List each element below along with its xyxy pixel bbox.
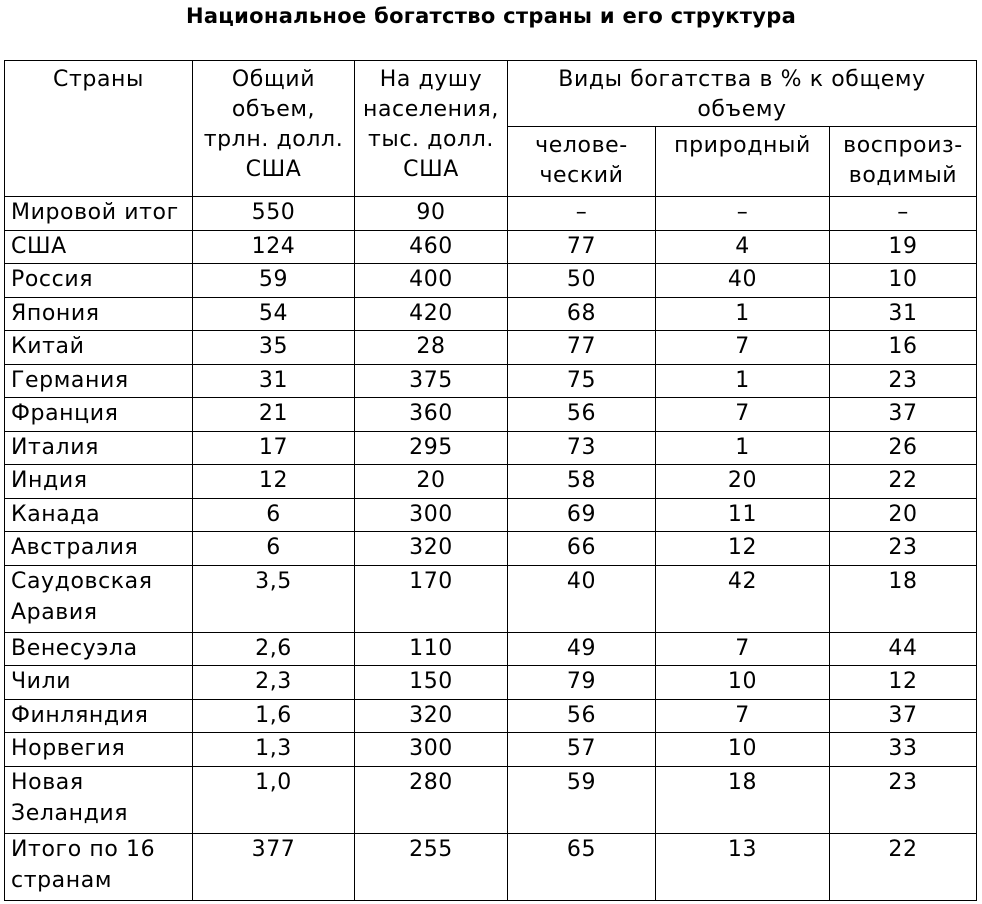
repro-cell: 20 — [830, 498, 977, 532]
country-name-cell: Новая Зеландия — [5, 766, 193, 833]
repro-cell: 10 — [830, 264, 977, 298]
header-countries: Страны — [5, 61, 193, 197]
natural-cell: 7 — [656, 331, 830, 365]
repro-cell: 16 — [830, 331, 977, 365]
total-cell: 124 — [193, 230, 355, 264]
repro-cell: 44 — [830, 632, 977, 666]
human-cell: 65 — [508, 833, 656, 900]
country-name-cell: Итого по 16 странам — [5, 833, 193, 900]
header-natural: природный — [656, 127, 830, 197]
percap-cell: 170 — [355, 565, 508, 632]
natural-cell: 7 — [656, 632, 830, 666]
total-cell: 12 — [193, 465, 355, 499]
table-row — [5, 565, 977, 632]
repro-cell: 18 — [830, 565, 977, 632]
table-row — [5, 733, 977, 767]
table-row — [5, 297, 977, 331]
total-cell: 31 — [193, 364, 355, 398]
repro-cell: 33 — [830, 733, 977, 767]
natural-cell: 20 — [656, 465, 830, 499]
repro-cell: 31 — [830, 297, 977, 331]
header-wealth-types: Виды богатства в % к общему объему — [508, 61, 977, 127]
table-row — [5, 398, 977, 432]
total-cell: 1,6 — [193, 699, 355, 733]
table-row — [5, 364, 977, 398]
table-title: Национальное богатство страны и его структура — [185, 4, 797, 28]
human-cell: – — [508, 197, 656, 231]
human-cell: 69 — [508, 498, 656, 532]
natural-cell: 1 — [656, 364, 830, 398]
country-name-cell: Австралия — [5, 532, 193, 566]
human-cell: 68 — [508, 297, 656, 331]
header-human: челове- ческий — [508, 127, 656, 197]
header-per-capita: На душу населения, тыс. долл. США — [355, 61, 508, 197]
percap-cell: 300 — [355, 733, 508, 767]
percap-cell: 360 — [355, 398, 508, 432]
table-row — [5, 632, 977, 666]
human-cell: 79 — [508, 666, 656, 700]
total-cell: 377 — [193, 833, 355, 900]
table-body — [5, 197, 977, 901]
human-cell: 73 — [508, 431, 656, 465]
human-cell: 56 — [508, 699, 656, 733]
percap-cell: 28 — [355, 331, 508, 365]
repro-cell: 37 — [830, 398, 977, 432]
percap-cell: 460 — [355, 230, 508, 264]
country-name-cell: США — [5, 230, 193, 264]
repro-cell: 22 — [830, 833, 977, 900]
repro-cell: 26 — [830, 431, 977, 465]
percap-cell: 400 — [355, 264, 508, 298]
total-cell: 17 — [193, 431, 355, 465]
human-cell: 77 — [508, 331, 656, 365]
repro-cell: 23 — [830, 364, 977, 398]
table-row — [5, 264, 977, 298]
percap-cell: 150 — [355, 666, 508, 700]
country-name-cell: Норвегия — [5, 733, 193, 767]
header-reproducible: воспроиз- водимый — [830, 127, 977, 197]
total-cell: 59 — [193, 264, 355, 298]
header-total-volume: Общий объем, трлн. долл. США — [193, 61, 355, 197]
country-name-cell: Саудовская Аравия — [5, 565, 193, 632]
country-name-cell: Китай — [5, 331, 193, 365]
country-name-cell: Канада — [5, 498, 193, 532]
repro-cell: 23 — [830, 532, 977, 566]
percap-cell: 320 — [355, 532, 508, 566]
natural-cell: – — [656, 197, 830, 231]
total-cell: 6 — [193, 532, 355, 566]
natural-cell: 4 — [656, 230, 830, 264]
table-row — [5, 465, 977, 499]
human-cell: 59 — [508, 766, 656, 833]
percap-cell: 320 — [355, 699, 508, 733]
natural-cell: 10 — [656, 733, 830, 767]
repro-cell: 22 — [830, 465, 977, 499]
table-row — [5, 431, 977, 465]
repro-cell: 19 — [830, 230, 977, 264]
country-name-cell: Франция — [5, 398, 193, 432]
percap-cell: 90 — [355, 197, 508, 231]
total-cell: 54 — [193, 297, 355, 331]
natural-cell: 7 — [656, 398, 830, 432]
natural-cell: 11 — [656, 498, 830, 532]
table-row — [5, 666, 977, 700]
natural-cell: 1 — [656, 431, 830, 465]
table-row — [5, 498, 977, 532]
total-cell: 1,0 — [193, 766, 355, 833]
table-row — [5, 331, 977, 365]
human-cell: 56 — [508, 398, 656, 432]
percap-cell: 110 — [355, 632, 508, 666]
table-row — [5, 833, 977, 900]
total-cell: 2,3 — [193, 666, 355, 700]
total-cell: 3,5 — [193, 565, 355, 632]
total-cell: 1,3 — [193, 733, 355, 767]
total-cell: 21 — [193, 398, 355, 432]
human-cell: 66 — [508, 532, 656, 566]
table-row — [5, 766, 977, 833]
total-cell: 6 — [193, 498, 355, 532]
human-cell: 49 — [508, 632, 656, 666]
human-cell: 40 — [508, 565, 656, 632]
percap-cell: 420 — [355, 297, 508, 331]
total-cell: 2,6 — [193, 632, 355, 666]
repro-cell: 12 — [830, 666, 977, 700]
total-cell: 35 — [193, 331, 355, 365]
repro-cell: 37 — [830, 699, 977, 733]
repro-cell: – — [830, 197, 977, 231]
percap-cell: 255 — [355, 833, 508, 900]
table-row — [5, 532, 977, 566]
natural-cell: 18 — [656, 766, 830, 833]
percap-cell: 295 — [355, 431, 508, 465]
natural-cell: 10 — [656, 666, 830, 700]
percap-cell: 375 — [355, 364, 508, 398]
percap-cell: 20 — [355, 465, 508, 499]
country-name-cell: Россия — [5, 264, 193, 298]
human-cell: 75 — [508, 364, 656, 398]
repro-cell: 23 — [830, 766, 977, 833]
country-name-cell: Япония — [5, 297, 193, 331]
total-cell: 550 — [193, 197, 355, 231]
human-cell: 77 — [508, 230, 656, 264]
natural-cell: 7 — [656, 699, 830, 733]
wealth-table — [4, 60, 977, 901]
country-name-cell: Мировой итог — [5, 197, 193, 231]
table-row — [5, 230, 977, 264]
natural-cell: 13 — [656, 833, 830, 900]
country-name-cell: Чили — [5, 666, 193, 700]
natural-cell: 1 — [656, 297, 830, 331]
natural-cell: 12 — [656, 532, 830, 566]
country-name-cell: Италия — [5, 431, 193, 465]
human-cell: 57 — [508, 733, 656, 767]
country-name-cell: Германия — [5, 364, 193, 398]
natural-cell: 40 — [656, 264, 830, 298]
country-name-cell: Венесуэла — [5, 632, 193, 666]
percap-cell: 280 — [355, 766, 508, 833]
table-row — [5, 699, 977, 733]
table-row — [5, 197, 977, 231]
human-cell: 58 — [508, 465, 656, 499]
country-name-cell: Финляндия — [5, 699, 193, 733]
natural-cell: 42 — [656, 565, 830, 632]
percap-cell: 300 — [355, 498, 508, 532]
human-cell: 50 — [508, 264, 656, 298]
country-name-cell: Индия — [5, 465, 193, 499]
